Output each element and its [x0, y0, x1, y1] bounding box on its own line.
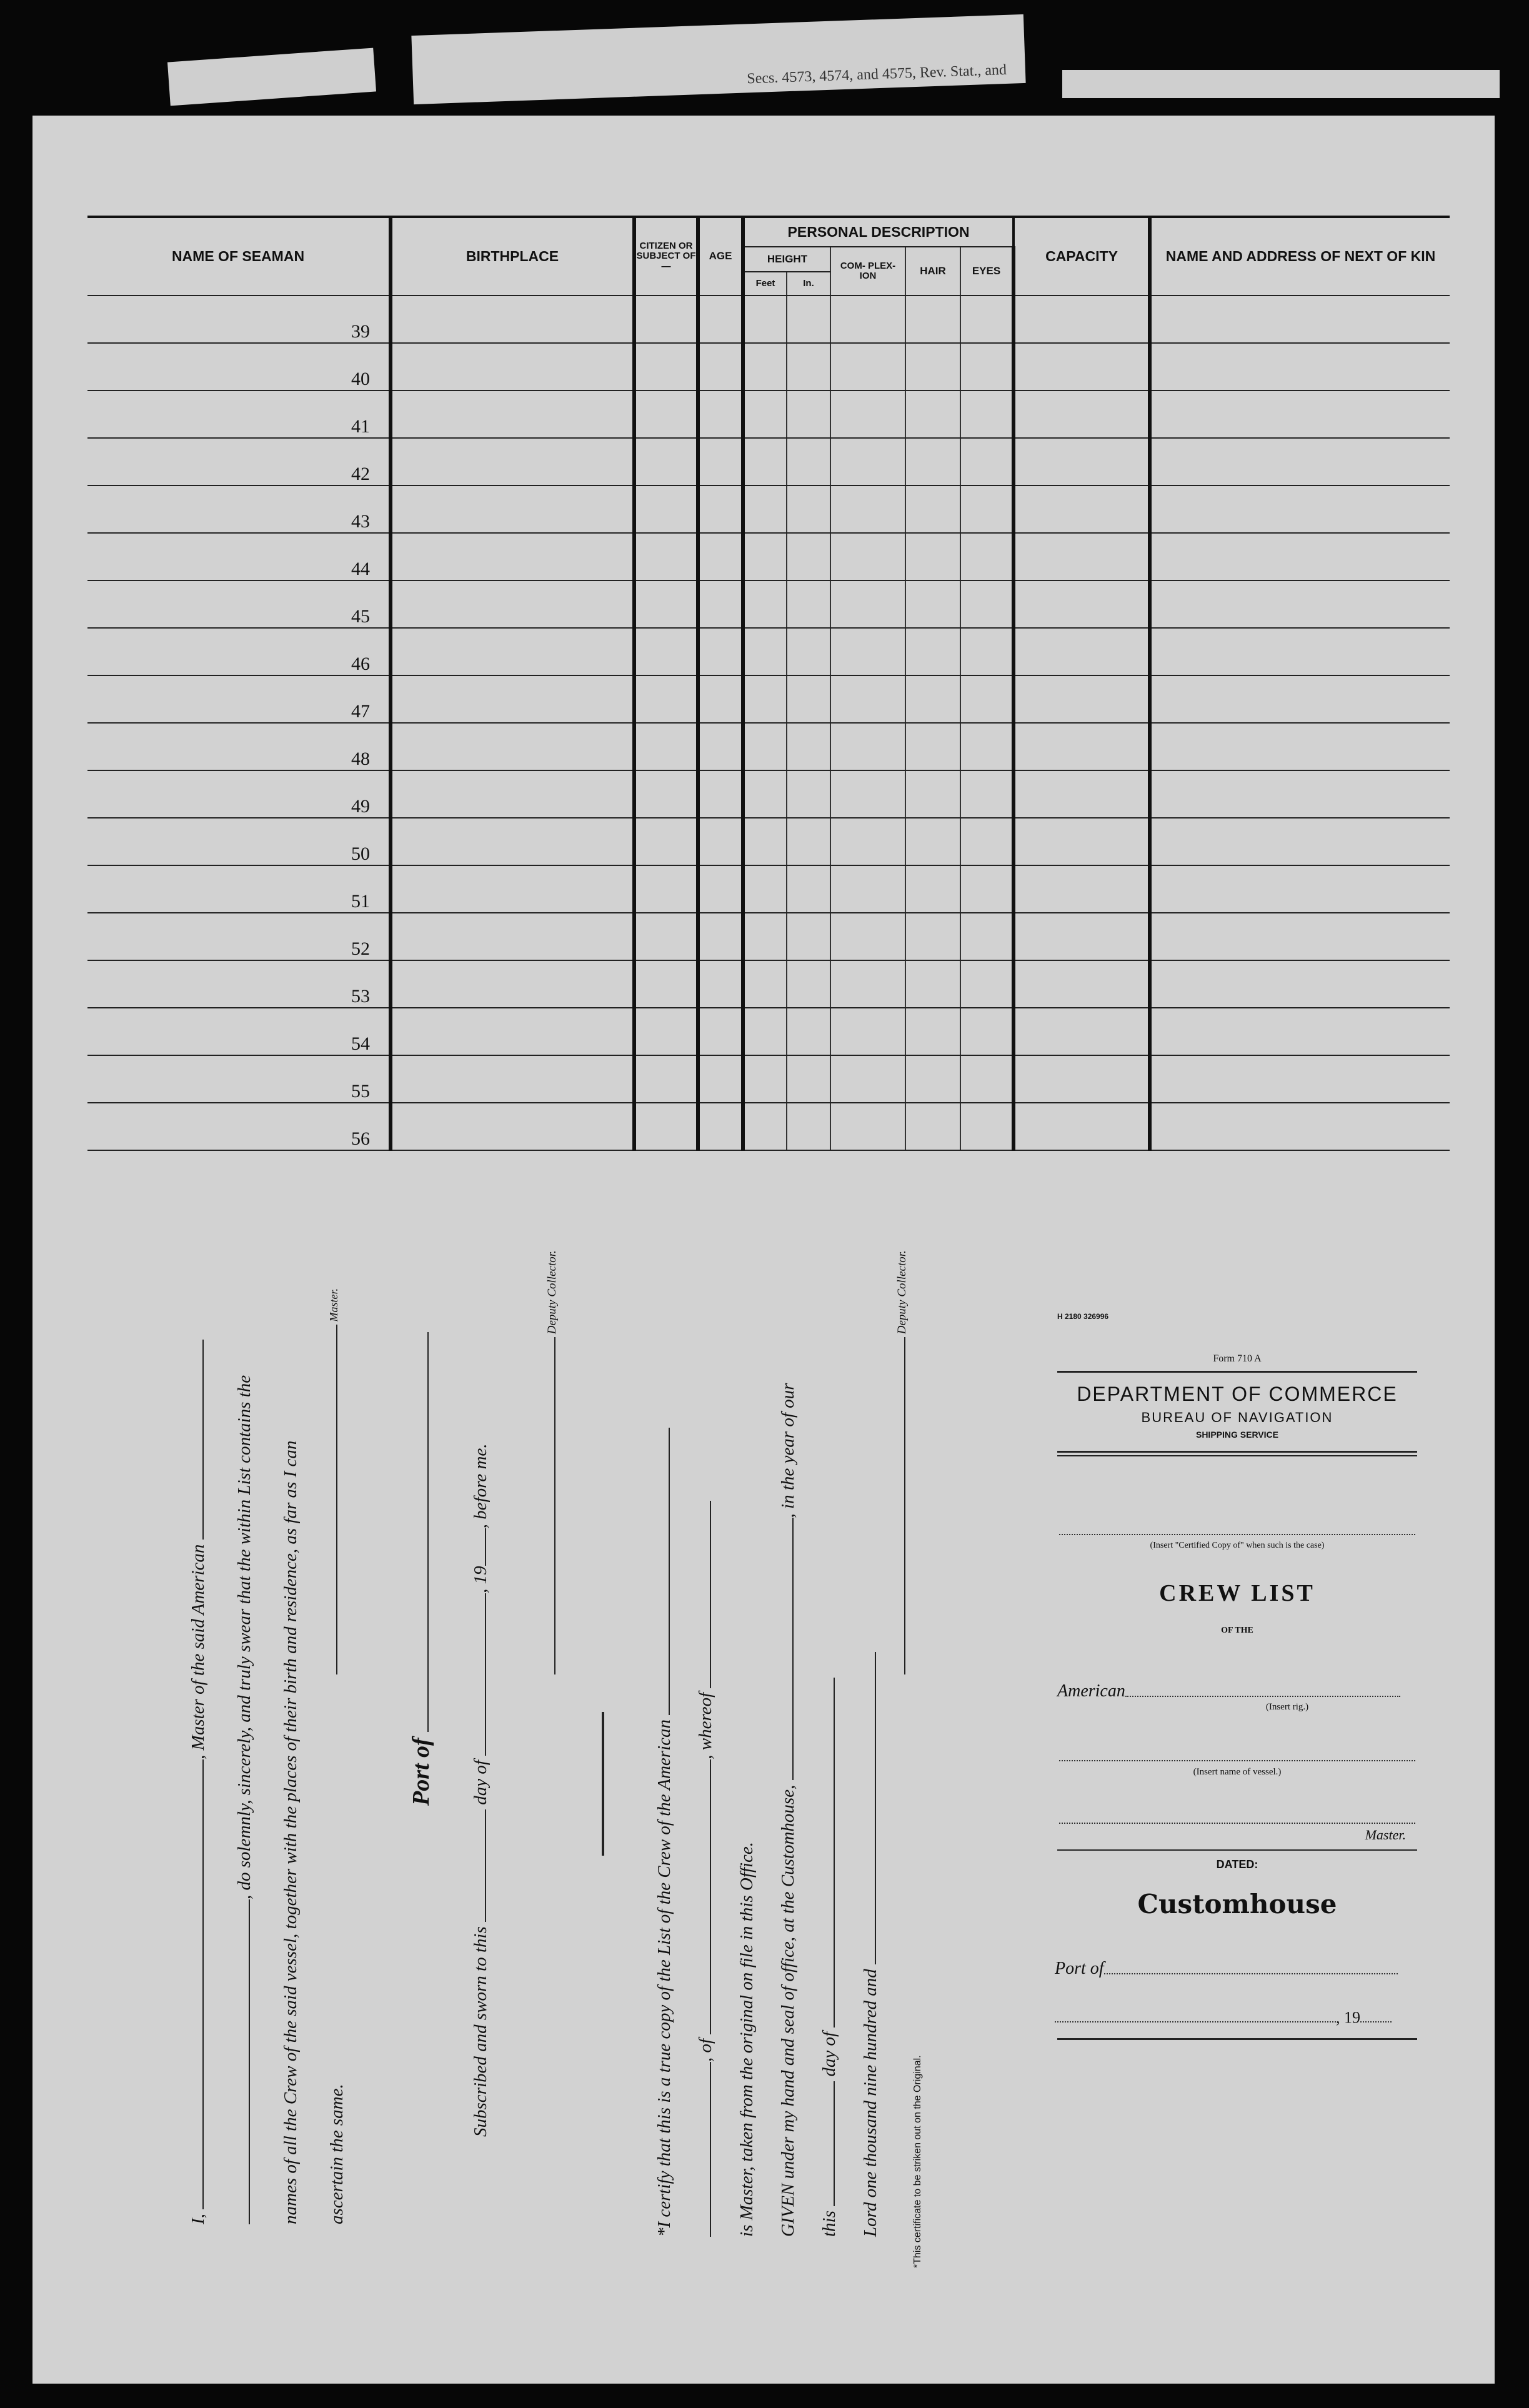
table-cell: [960, 485, 1014, 533]
table-cell: [1014, 533, 1150, 580]
header-citizen: CITIZEN OR SUBJECT OF—: [634, 217, 698, 296]
cert-line-3: is Master, taken from the original on file in this Office.: [737, 1841, 757, 2237]
table-cell: [960, 960, 1014, 1008]
row-number-cell: 39: [87, 296, 391, 343]
table-cell: [830, 343, 905, 391]
table-cell: [905, 296, 960, 343]
table-cell: [743, 913, 787, 960]
master-label-form: Master.: [1365, 1827, 1406, 1843]
table-cell: [1014, 770, 1150, 818]
oath-line-3: names of all the Crew of the said vessel, together with the places of their birth and residence, as far as I can: [281, 1440, 301, 2224]
table-cell: [1014, 1008, 1150, 1055]
table-cell: [1150, 391, 1450, 438]
table-cell: [698, 818, 743, 865]
center-divider: [602, 1712, 604, 1856]
table-cell: [787, 533, 830, 580]
table-cell: [634, 533, 698, 580]
table-cell: [1014, 1103, 1150, 1150]
table-cell: [787, 485, 830, 533]
row-number-cell: 43: [87, 485, 391, 533]
table-cell: [743, 533, 787, 580]
table-cell: [905, 865, 960, 913]
table-cell: [634, 1103, 698, 1150]
header-inches: In.: [787, 272, 830, 296]
table-cell: [960, 1008, 1014, 1055]
table-cell: [698, 343, 743, 391]
header-name-of-seaman: NAME OF SEAMAN: [87, 217, 391, 296]
table-cell: [787, 723, 830, 770]
customhouse-title: Customhouse: [1137, 1889, 1337, 1920]
table-cell: [1150, 296, 1450, 343]
table-cell: [905, 533, 960, 580]
table-cell: [743, 1008, 787, 1055]
table-row: [87, 580, 1450, 628]
table-cell: [634, 818, 698, 865]
table-cell: [1150, 865, 1450, 913]
table-cell: [743, 960, 787, 1008]
table-cell: [787, 1103, 830, 1150]
port-of-form-line: Port of: [1050, 1957, 1425, 1979]
header-capacity: CAPACITY: [1014, 217, 1150, 296]
table-cell: [391, 485, 634, 533]
table-cell: [1150, 1103, 1450, 1150]
table-cell: [1014, 865, 1150, 913]
row-number-cell: 51: [87, 865, 391, 913]
table-cell: [391, 628, 634, 675]
row-number-cell: 47: [87, 675, 391, 723]
table-cell: [830, 818, 905, 865]
table-cell: [830, 533, 905, 580]
rule-5: [1057, 2038, 1417, 2040]
table-cell: [634, 628, 698, 675]
row-number-cell: 40: [87, 343, 391, 391]
table-cell: [391, 865, 634, 913]
table-cell: [830, 485, 905, 533]
table-cell: [905, 960, 960, 1008]
row-number-cell: 55: [87, 1055, 391, 1103]
table-cell: [830, 296, 905, 343]
table-cell: [787, 913, 830, 960]
header-height: HEIGHT: [743, 247, 830, 272]
crew-table: [87, 216, 1450, 1151]
table-cell: [830, 1008, 905, 1055]
table-cell: [698, 485, 743, 533]
dated-label: DATED:: [1216, 1858, 1258, 1871]
certificate-block: [644, 1383, 891, 2237]
table-cell: [743, 628, 787, 675]
table-row: [87, 296, 1450, 343]
table-cell: [787, 343, 830, 391]
table-cell: [698, 1008, 743, 1055]
header-complexion: COM- PLEX- ION: [830, 247, 905, 296]
table-row: [87, 485, 1450, 533]
table-cell: [830, 913, 905, 960]
deputy-collector-signature-1: Deputy Collector.: [544, 1250, 559, 1674]
table-cell: [634, 485, 698, 533]
table-cell: [830, 770, 905, 818]
table-cell: [634, 960, 698, 1008]
table-cell: [698, 675, 743, 723]
table-cell: [698, 1055, 743, 1103]
table-cell: [698, 580, 743, 628]
header-feet: Feet: [743, 272, 787, 296]
table-cell: [787, 628, 830, 675]
table-cell: [743, 485, 787, 533]
insert-name-note: (Insert name of vessel.): [1193, 1766, 1282, 1777]
rule-1: [1057, 1371, 1417, 1373]
row-number-cell: 48: [87, 723, 391, 770]
header-next-of-kin: NAME AND ADDRESS OF NEXT OF KIN: [1150, 217, 1450, 296]
row-number-cell: 42: [87, 438, 391, 485]
table-cell: [1150, 438, 1450, 485]
table-cell: [743, 818, 787, 865]
date-line: , 19: [1050, 2007, 1425, 2027]
table-cell: [905, 438, 960, 485]
table-cell: [787, 1055, 830, 1103]
table-cell: [1150, 960, 1450, 1008]
table-cell: [905, 675, 960, 723]
table-row: [87, 723, 1450, 770]
rule-2: [1057, 1451, 1417, 1453]
table-cell: [391, 913, 634, 960]
table-row: [87, 1103, 1450, 1150]
service-name: SHIPPING SERVICE: [1195, 1430, 1278, 1440]
cert-line-2: , of , whereof: [685, 1383, 726, 2237]
table-cell: [391, 580, 634, 628]
table-cell: [905, 1103, 960, 1150]
table-cell: [391, 391, 634, 438]
table-cell: [391, 1103, 634, 1150]
table-cell: [698, 913, 743, 960]
table-cell: [960, 865, 1014, 913]
table-cell: [787, 438, 830, 485]
table-cell: [634, 865, 698, 913]
table-cell: [905, 1055, 960, 1103]
cert-line-4: GIVEN under my hand and seal of office, at the Customhouse, , in the year of our: [767, 1383, 809, 2237]
table-cell: [830, 391, 905, 438]
table-cell: [634, 296, 698, 343]
table-cell: [960, 723, 1014, 770]
table-cell: [960, 533, 1014, 580]
table-cell: [905, 1008, 960, 1055]
row-number-cell: 49: [87, 770, 391, 818]
table-cell: [698, 628, 743, 675]
subscribed-sworn: Subscribed and sworn to this day of , 19, before me.: [469, 1443, 491, 2137]
table-row: [87, 391, 1450, 438]
row-number-cell: 46: [87, 628, 391, 675]
table-row: [87, 770, 1450, 818]
table-cell: [1014, 723, 1150, 770]
table-cell: [1150, 485, 1450, 533]
table-cell: [698, 533, 743, 580]
table-cell: [830, 865, 905, 913]
bureau-name: BUREAU OF NAVIGATION: [1141, 1410, 1333, 1425]
table-row: [87, 1055, 1450, 1103]
table-cell: [1014, 818, 1150, 865]
header-hair: HAIR: [905, 247, 960, 296]
table-cell: [743, 1103, 787, 1150]
table-cell: [1150, 580, 1450, 628]
table-cell: [1014, 960, 1150, 1008]
table-cell: [698, 1103, 743, 1150]
table-cell: [634, 913, 698, 960]
table-cell: [1150, 533, 1450, 580]
table-cell: [698, 391, 743, 438]
table-cell: [905, 391, 960, 438]
table-cell: [960, 913, 1014, 960]
table-cell: [391, 343, 634, 391]
table-cell: [960, 580, 1014, 628]
table-cell: [905, 485, 960, 533]
table-cell: [1014, 580, 1150, 628]
table-cell: [830, 723, 905, 770]
table-cell: [787, 296, 830, 343]
row-number-cell: 53: [87, 960, 391, 1008]
table-cell: [830, 628, 905, 675]
cert-line-1: *I certify that this is a true copy of the List of the Crew of the American: [644, 1383, 685, 2237]
table-cell: [391, 296, 634, 343]
table-cell: [787, 770, 830, 818]
table-cell: [787, 1008, 830, 1055]
vessel-name-line: [1050, 1751, 1425, 1764]
crew-list-title: CREW LIST: [1159, 1580, 1315, 1607]
table-cell: [743, 675, 787, 723]
table-cell: [1150, 628, 1450, 675]
table-cell: [743, 865, 787, 913]
table-cell: [1150, 675, 1450, 723]
table-cell: [905, 818, 960, 865]
header-eyes: EYES: [960, 247, 1014, 296]
table-cell: [960, 296, 1014, 343]
top-paper-scrap-center: [411, 14, 1025, 104]
table-cell: [698, 296, 743, 343]
master-label: Master.: [327, 1288, 341, 1322]
table-cell: [830, 438, 905, 485]
table-cell: [905, 913, 960, 960]
table-cell: [1014, 628, 1150, 675]
table-cell: [960, 343, 1014, 391]
row-number-cell: 45: [87, 580, 391, 628]
table-cell: [830, 1103, 905, 1150]
table-cell: [743, 391, 787, 438]
table-cell: [743, 1055, 787, 1103]
table-cell: [391, 960, 634, 1008]
table-cell: [391, 533, 634, 580]
table-cell: [634, 723, 698, 770]
form-code: H 2180 326996: [1057, 1312, 1109, 1321]
table-cell: [1014, 675, 1150, 723]
table-cell: [830, 675, 905, 723]
table-cell: [787, 865, 830, 913]
table-cell: [1014, 296, 1150, 343]
table-cell: [787, 818, 830, 865]
table-cell: [1014, 391, 1150, 438]
table-cell: [634, 391, 698, 438]
master-line: [1050, 1814, 1425, 1827]
table-cell: [787, 960, 830, 1008]
table-cell: [698, 723, 743, 770]
table-row: [87, 1008, 1450, 1055]
table-cell: [698, 865, 743, 913]
table-cell: [391, 818, 634, 865]
table-cell: [905, 628, 960, 675]
row-number-cell: 44: [87, 533, 391, 580]
table-cell: [960, 438, 1014, 485]
row-number-cell: 41: [87, 391, 391, 438]
deputy-collector-signature-2: Deputy Collector.: [894, 1250, 909, 1674]
master-signature-line: [326, 1288, 341, 1674]
table-cell: [391, 675, 634, 723]
table-cell: [787, 580, 830, 628]
table-cell: [1014, 913, 1150, 960]
table-cell: [960, 675, 1014, 723]
form-number: Form 710 A: [1213, 1353, 1262, 1364]
table-row: [87, 818, 1450, 865]
table-cell: [960, 770, 1014, 818]
oath-line-1: I, , Master of the said American: [175, 1340, 221, 2224]
row-number-cell: 54: [87, 1008, 391, 1055]
table-cell: [787, 675, 830, 723]
table-cell: [391, 1008, 634, 1055]
table-cell: [634, 1008, 698, 1055]
table-cell: [905, 580, 960, 628]
insert-copy-line: [1050, 1525, 1425, 1538]
table-cell: [905, 723, 960, 770]
table-cell: [1014, 485, 1150, 533]
table-cell: [1150, 343, 1450, 391]
table-cell: [960, 391, 1014, 438]
table-row: [87, 343, 1450, 391]
table-cell: [960, 818, 1014, 865]
insert-rig-note: (Insert rig.): [1265, 1701, 1309, 1712]
table-cell: [1150, 913, 1450, 960]
table-cell: [1150, 818, 1450, 865]
table-cell: [1150, 1008, 1450, 1055]
table-cell: [634, 438, 698, 485]
table-cell: [830, 1055, 905, 1103]
row-number-cell: 52: [87, 913, 391, 960]
table-cell: [391, 770, 634, 818]
table-cell: [634, 343, 698, 391]
cert-line-6: Lord one thousand nine hundred and: [850, 1383, 891, 2237]
table-row: [87, 865, 1450, 913]
table-cell: [743, 343, 787, 391]
table-cell: [1150, 770, 1450, 818]
table-cell: [391, 438, 634, 485]
table-cell: [830, 960, 905, 1008]
crew-rows: [87, 296, 1450, 1150]
table-cell: [743, 770, 787, 818]
table-row: [87, 960, 1450, 1008]
table-cell: [743, 438, 787, 485]
table-cell: [1150, 723, 1450, 770]
department-name: DEPARTMENT OF COMMERCE: [1077, 1383, 1398, 1405]
top-paper-scrap-left: [167, 48, 376, 106]
american-line: American: [1050, 1679, 1425, 1701]
certificate-footnote: *This certificate to be striken out on the Original.: [912, 2055, 923, 2268]
table-cell: [391, 723, 634, 770]
insert-copy-note: (Insert "Certified Copy of" when such is the case): [1150, 1541, 1325, 1551]
port-of-line: Port of: [406, 1332, 435, 1806]
table-row: [87, 913, 1450, 960]
table-cell: [960, 1103, 1014, 1150]
header-personal-description: PERSONAL DESCRIPTION: [743, 217, 1014, 247]
form-title-block: [1050, 1312, 1425, 2040]
table-cell: [960, 628, 1014, 675]
table-row: [87, 675, 1450, 723]
table-row: [87, 628, 1450, 675]
table-cell: [1014, 438, 1150, 485]
table-row: [87, 533, 1450, 580]
table-row: [87, 438, 1450, 485]
table-cell: [1014, 1055, 1150, 1103]
table-cell: [743, 580, 787, 628]
header-age: AGE: [698, 217, 743, 296]
table-cell: [634, 675, 698, 723]
oath-line-2: , do solemnly, sincerely, and truly swear that the within List contains the: [221, 1340, 267, 2224]
row-number-cell: 56: [87, 1103, 391, 1150]
of-the-label: OF THE: [1221, 1626, 1253, 1636]
table-cell: [698, 438, 743, 485]
rule-3: [1057, 1455, 1417, 1456]
header-birthplace: BIRTHPLACE: [391, 217, 634, 296]
statute-reference: Secs. 4573, 4574, and 4575, Rev. Stat., and: [746, 61, 1007, 87]
table-cell: [634, 1055, 698, 1103]
table-cell: [743, 296, 787, 343]
table-cell: [905, 343, 960, 391]
table-cell: [830, 580, 905, 628]
table-cell: [1150, 1055, 1450, 1103]
table-cell: [634, 770, 698, 818]
oath-line-4: ascertain the same.: [327, 2084, 347, 2224]
table-cell: [905, 770, 960, 818]
rule-4: [1057, 1849, 1417, 1851]
table-cell: [787, 391, 830, 438]
row-number-cell: 50: [87, 818, 391, 865]
table-cell: [698, 770, 743, 818]
cert-line-5: this day of: [809, 1383, 850, 2237]
table-cell: [960, 1055, 1014, 1103]
table-cell: [698, 960, 743, 1008]
table-cell: [1014, 343, 1150, 391]
top-paper-scrap-right: [1062, 70, 1500, 98]
table-cell: [743, 723, 787, 770]
table-cell: [391, 1055, 634, 1103]
table-cell: [634, 580, 698, 628]
